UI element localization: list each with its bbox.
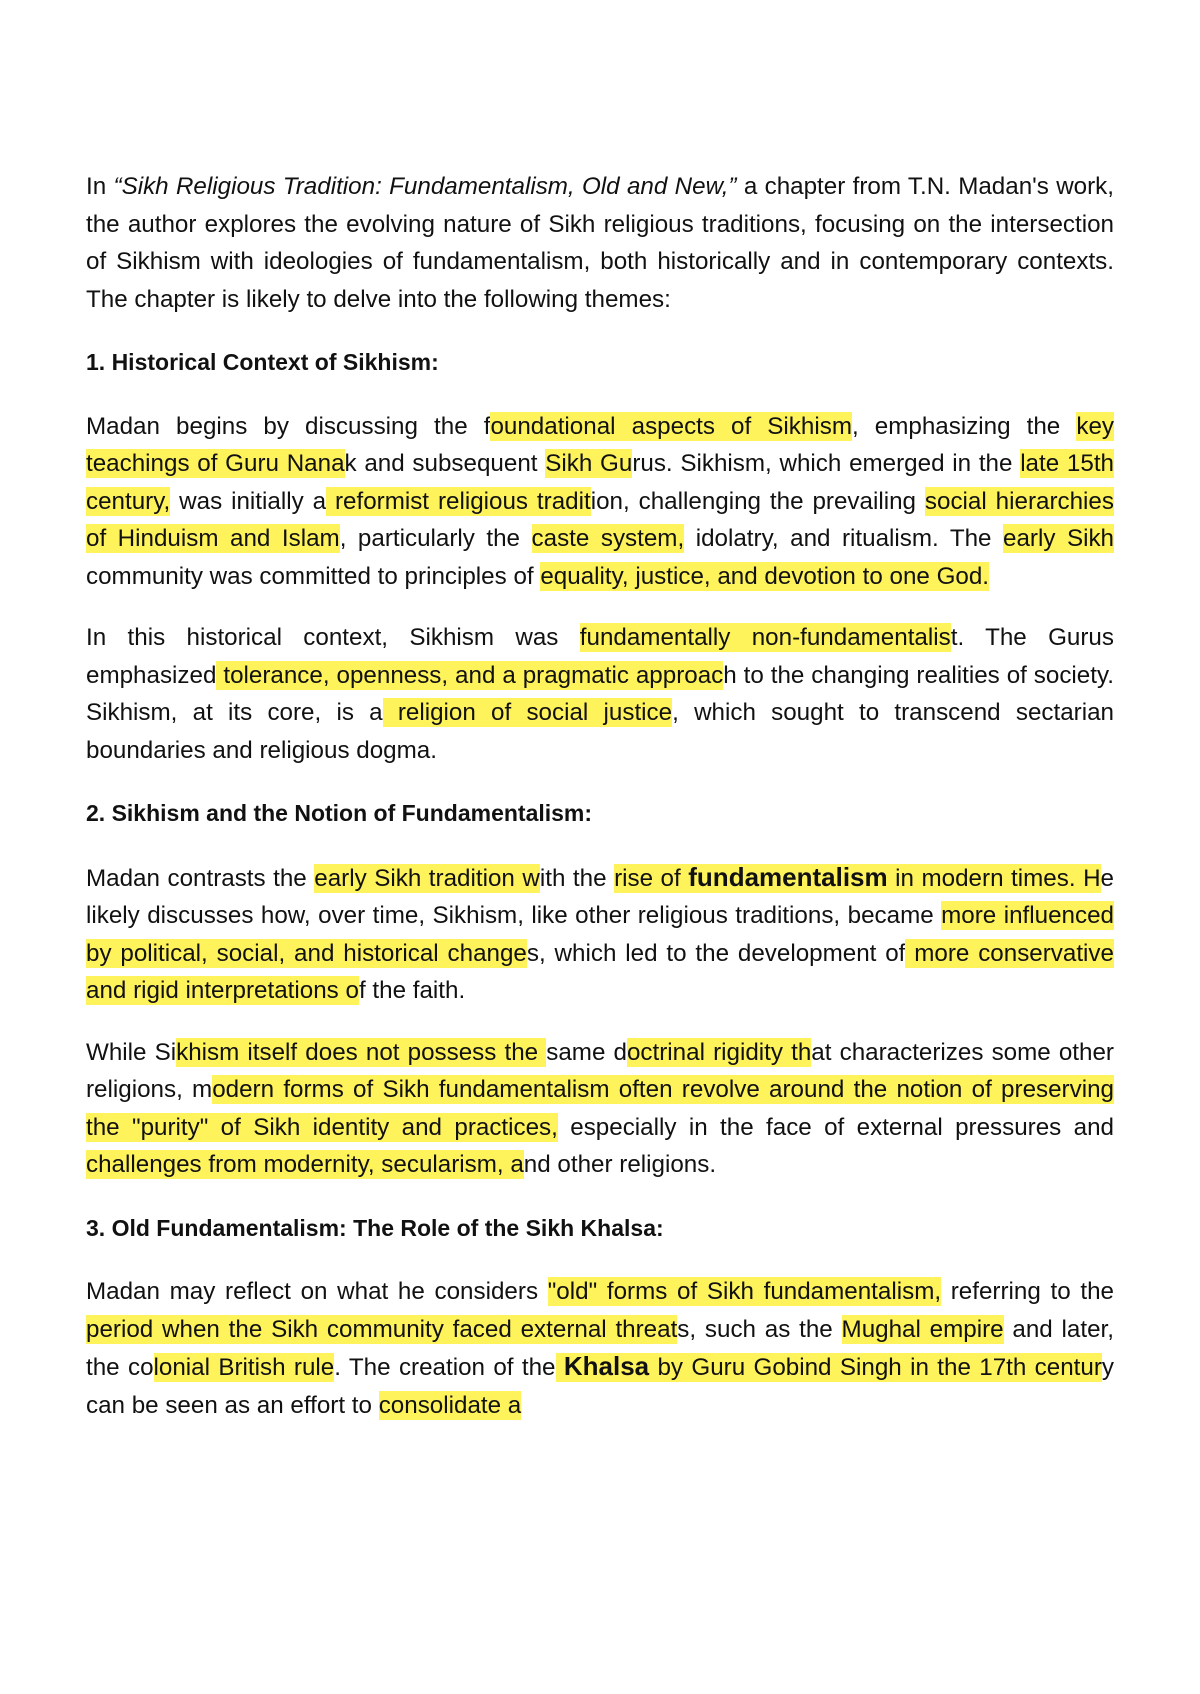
- text-run: In: [86, 173, 114, 200]
- text-run: k and subsequent: [344, 450, 546, 477]
- highlighted-text: Mughal empire: [841, 1315, 1004, 1343]
- highlighted-text: khism itself does not possess the: [176, 1038, 547, 1066]
- text-run: y can be seen as an effort to: [86, 1354, 1114, 1419]
- highlighted-text: odern forms of Sikh fundamentalism often revolve around the notion of preserving the "purity" of Sikh identity and practices,: [86, 1076, 1114, 1141]
- text-run: rus. Sikhism, which emerged in the: [632, 450, 1021, 477]
- highlighted-text: challenges from modernity, secularism, a: [86, 1151, 524, 1178]
- historical-context-paragraph-2: [86, 619, 1114, 769]
- highlighted-text: key teachings of Guru Nana: [86, 412, 1114, 477]
- text-run: a chapter from T.N. Madan's work, the author explores the evolving nature of Sikh religious traditions, focusing on the intersection of Sikhism with ideologies of fundamentalism, both historically and in contemporary contexts. The chapter is likely to delve into the following themes:: [86, 173, 1114, 313]
- text-run: idolatry, and ritualism. The: [684, 525, 1004, 552]
- text-run: e likely discusses how, over time, Sikhism, like other religious traditions, became: [86, 864, 1114, 929]
- text-run: s, such as the: [677, 1315, 842, 1343]
- highlighted-text: caste system,: [531, 525, 685, 552]
- text-run: While Si: [86, 1038, 177, 1066]
- old-fundamentalism-paragraph-1: [86, 1273, 1114, 1424]
- text-run: ion, challenging the prevailing: [590, 487, 925, 515]
- text-run: [556, 1354, 564, 1381]
- highlighted-text: social hierarchies of Hinduism and Islam: [86, 487, 1114, 552]
- highlighted-text: more influenced by political, social, and historical change: [86, 902, 1114, 967]
- text-run: . The creation of the: [334, 1354, 556, 1381]
- bold-term: Khalsa: [563, 1351, 650, 1381]
- highlighted-text: late 15th century,: [86, 450, 1114, 515]
- text-run: especially in the face of external pressures and: [557, 1113, 1114, 1141]
- text-run: Madan contrasts the: [86, 864, 315, 892]
- text-run: in modern times. H: [887, 864, 1101, 892]
- bold-term: fundamentalism: [688, 861, 888, 892]
- text-run: at characterizes some other religions, m: [86, 1038, 1114, 1103]
- text-run: Madan may reflect on what he considers: [86, 1278, 548, 1305]
- text-run: ith the: [539, 864, 615, 892]
- text-run: t. The Gurus emphasized: [86, 624, 1114, 689]
- highlighted-text: oundational aspects of Sikhism: [490, 412, 852, 440]
- highlighted-text: equality, justice, and devotion to one God.: [540, 562, 990, 590]
- text-run: same d: [546, 1038, 627, 1066]
- text-run: , particularly the: [339, 525, 532, 552]
- text-run: Madan begins by discussing the f: [86, 412, 491, 440]
- text-run: referring to the: [941, 1278, 1114, 1305]
- text-run: , emphasizing the: [851, 412, 1077, 440]
- text-run: and later, the co: [86, 1315, 1114, 1381]
- highlighted-text: [556, 1353, 1102, 1382]
- text-run: community was committed to principles of: [86, 562, 541, 590]
- text-run: In this historical context, Sikhism was: [86, 624, 580, 651]
- highlighted-text: octrinal rigidity th: [626, 1038, 812, 1066]
- notion-paragraph-1: [86, 859, 1114, 1010]
- historical-context-paragraph-1: [86, 408, 1114, 596]
- text-run: h to the changing realities of society. Sikhism, at its core, is a: [86, 661, 1114, 726]
- highlighted-text: more conservative and rigid interpretations o: [86, 939, 1114, 1004]
- notion-paragraph-2: [86, 1034, 1114, 1184]
- section-heading-notion-of-fundamentalism: 2. Sikhism and the Notion of Fundamentalism:: [86, 800, 593, 826]
- text-run: was initially a: [170, 487, 327, 515]
- highlighted-text: reformist religious tradit: [326, 487, 591, 515]
- text-run: rise of: [614, 864, 689, 892]
- highlighted-text: tolerance, openness, and a pragmatic approac: [216, 661, 724, 689]
- section-heading-old-fundamentalism: 3. Old Fundamentalism: The Role of the Sikh Khalsa:: [86, 1214, 664, 1241]
- chapter-title: “Sikh Religious Tradition: Fundamentalism, Old and New,”: [113, 173, 737, 200]
- section-heading-historical-context: 1. Historical Context of Sikhism:: [86, 349, 439, 375]
- highlighted-text: Sikh Gu: [545, 450, 633, 477]
- highlighted-text: early Sikh: [1003, 525, 1115, 552]
- highlighted-text: religion of social justice: [382, 699, 673, 726]
- highlighted-text: consolidate a: [378, 1391, 522, 1419]
- highlighted-text: "old" forms of Sikh fundamentalism,: [547, 1278, 942, 1305]
- highlighted-text: early Sikh tradition w: [314, 864, 540, 892]
- highlighted-text: fundamentally non-fundamentalis: [579, 624, 951, 651]
- text-run: f the faith.: [358, 977, 466, 1004]
- text-run: , which sought to transcend sectarian boundaries and religious dogma.: [86, 699, 1114, 764]
- text-run: s, which led to the development of: [526, 939, 906, 967]
- text-run: by Guru Gobind Singh in the 17th centur: [649, 1354, 1102, 1381]
- text-run: nd other religions.: [523, 1151, 717, 1178]
- highlighted-text: [614, 861, 1101, 893]
- intro-paragraph: [86, 168, 1114, 318]
- highlighted-text: period when the Sikh community faced external threat: [86, 1315, 678, 1343]
- highlighted-text: lonial British rule: [153, 1354, 335, 1381]
